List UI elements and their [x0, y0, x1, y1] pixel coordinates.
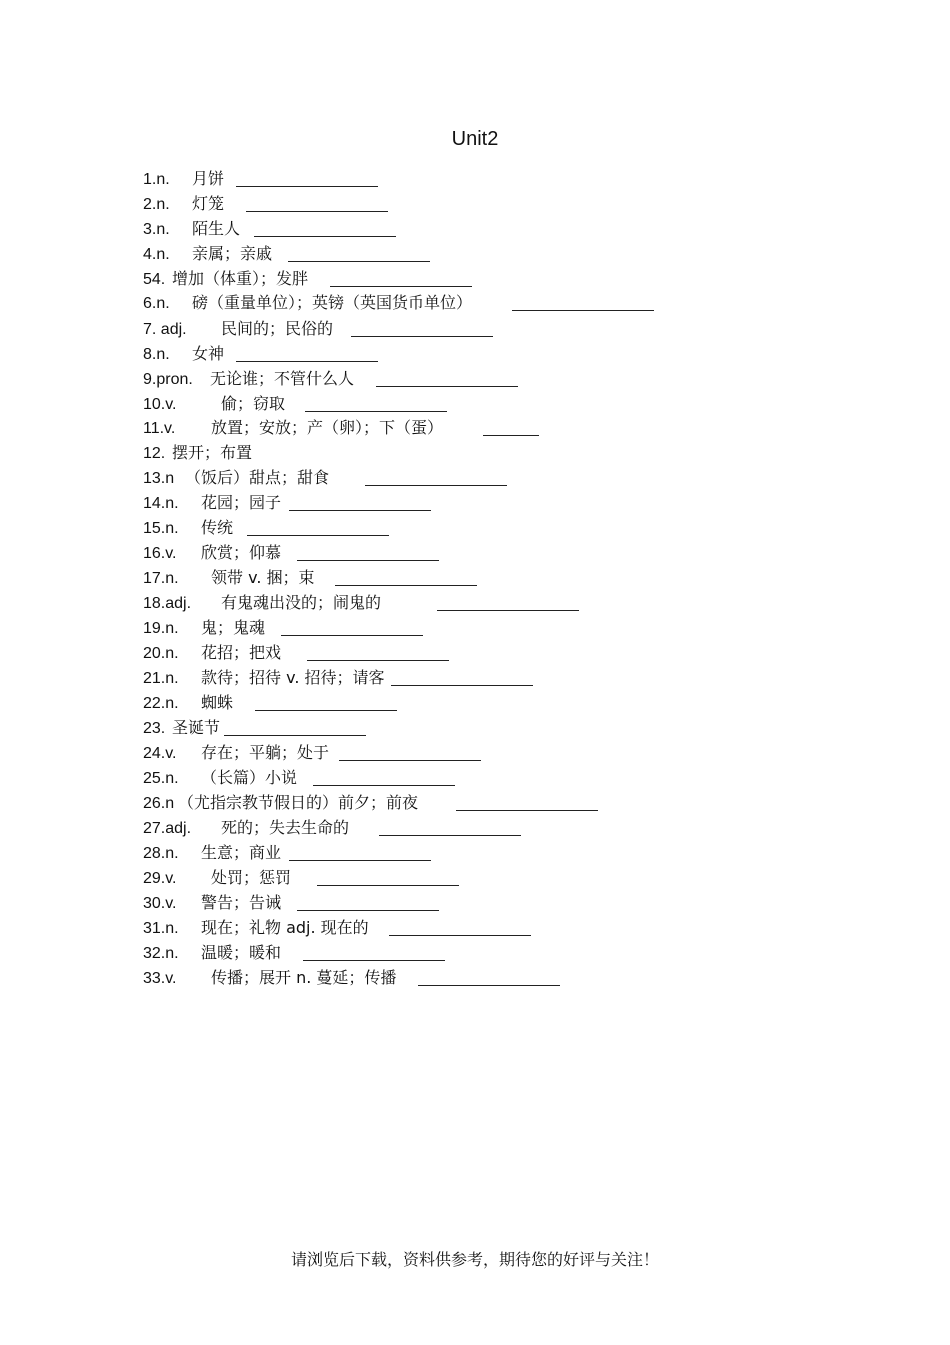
item-definition: 存在；平躺；处于 — [201, 743, 330, 762]
list-item — [143, 692, 397, 715]
item-definition: 花招；把戏 — [201, 643, 282, 662]
item-number: 32.n. — [143, 945, 179, 962]
list-item — [143, 417, 539, 440]
answer-blank[interactable] — [224, 734, 366, 736]
item-definition: 花园；园子 — [201, 493, 282, 512]
answer-blank[interactable] — [303, 959, 445, 961]
item-number: 28.n. — [143, 845, 179, 862]
answer-blank[interactable] — [247, 534, 389, 536]
answer-blank[interactable] — [317, 884, 459, 886]
item-number: 2.n. — [143, 196, 170, 213]
answer-blank[interactable] — [236, 185, 378, 187]
item-definition: 现在；礼物 adj. 现在的 — [201, 918, 369, 937]
item-number: 29.v. — [143, 870, 177, 887]
list-item — [143, 218, 396, 241]
item-definition: 摆开；布置 — [172, 443, 253, 462]
answer-blank[interactable] — [339, 759, 481, 761]
answer-blank[interactable] — [379, 834, 521, 836]
item-definition: 鬼；鬼魂 — [201, 618, 266, 637]
item-number: 16.v. — [143, 545, 177, 562]
answer-blank[interactable] — [335, 584, 477, 586]
item-definition: 有鬼魂出没的；闹鬼的 — [221, 593, 382, 612]
list-item — [143, 717, 366, 740]
list-item — [143, 967, 560, 990]
list-item — [143, 542, 439, 565]
item-number: 17.n. — [143, 570, 179, 587]
list-item — [143, 892, 439, 915]
item-definition: 增加（体重）；发胖 — [172, 269, 309, 288]
item-number: 54. — [143, 271, 166, 288]
item-definition: 灯笼 — [192, 194, 225, 213]
answer-blank[interactable] — [307, 659, 449, 661]
list-item — [143, 517, 389, 540]
item-definition: 放置；安放；产（卵）；下（蛋） — [211, 418, 444, 437]
item-number: 11.v. — [143, 420, 176, 437]
item-definition: 警告；告诫 — [201, 893, 282, 912]
item-definition: 款待；招待 v. 招待；请客 — [201, 668, 385, 687]
item-definition: 处罚；惩罚 — [211, 868, 292, 887]
answer-blank[interactable] — [512, 309, 654, 311]
item-number: 4.n. — [143, 246, 170, 263]
item-number: 6.n. — [143, 295, 170, 312]
list-item — [143, 667, 533, 690]
item-number: 24.v. — [143, 745, 177, 762]
list-item — [143, 842, 431, 865]
list-item — [143, 867, 459, 890]
item-definition: （尤指宗教节假日的）前夕；前夜 — [178, 793, 419, 812]
list-item — [143, 268, 472, 291]
item-number: 9.pron. — [143, 371, 193, 388]
list-item — [143, 617, 423, 640]
answer-blank[interactable] — [246, 210, 388, 212]
item-definition: （饭后）甜点；甜食 — [185, 468, 330, 487]
item-number: 27.adj. — [143, 820, 192, 837]
list-item — [143, 642, 449, 665]
answer-blank[interactable] — [289, 859, 431, 861]
list-item — [143, 243, 430, 266]
page-title: Unit2 — [451, 128, 499, 150]
answer-blank[interactable] — [255, 709, 397, 711]
item-number: 14.n. — [143, 495, 179, 512]
list-item — [143, 767, 455, 790]
answer-blank[interactable] — [281, 634, 423, 636]
list-item — [143, 742, 481, 765]
list-item — [143, 368, 518, 391]
item-number: 3.n. — [143, 221, 170, 238]
item-definition: 领带 v. 捆；束 — [211, 568, 315, 587]
item-number: 26.n — [143, 795, 175, 812]
item-definition: 蜘蛛 — [201, 693, 234, 712]
answer-blank[interactable] — [330, 285, 472, 287]
answer-blank[interactable] — [236, 360, 378, 362]
answer-blank[interactable] — [389, 934, 531, 936]
item-definition: 女神 — [192, 344, 225, 363]
item-definition: 陌生人 — [192, 219, 241, 238]
list-item — [143, 917, 531, 940]
list-item — [143, 567, 477, 590]
item-number: 10.v. — [143, 396, 177, 413]
item-definition: 死的；失去生命的 — [221, 818, 350, 837]
item-definition: 温暖；暖和 — [201, 943, 282, 962]
item-definition: 传播；展开 n. 蔓延；传播 — [211, 968, 397, 987]
item-definition: 月饼 — [192, 169, 225, 188]
item-number: 19.n. — [143, 620, 179, 637]
answer-blank[interactable] — [313, 784, 455, 786]
item-definition: 民间的；民俗的 — [221, 319, 334, 338]
list-item — [143, 442, 252, 465]
item-number: 12. — [143, 445, 166, 462]
answer-blank[interactable] — [289, 509, 431, 511]
list-item — [143, 792, 598, 815]
list-item — [143, 292, 654, 315]
item-number: 15.n. — [143, 520, 179, 537]
answer-blank[interactable] — [376, 385, 518, 387]
list-item — [143, 817, 521, 840]
answer-blank[interactable] — [288, 260, 430, 262]
item-definition: 磅（重量单位）；英镑（英国货币单位） — [192, 293, 473, 312]
item-definition: 生意；商业 — [201, 843, 282, 862]
item-number: 13.n — [143, 470, 175, 487]
item-number: 31.n. — [143, 920, 179, 937]
list-item — [143, 942, 445, 965]
item-number: 18.adj. — [143, 595, 192, 612]
answer-blank[interactable] — [297, 559, 439, 561]
answer-blank[interactable] — [437, 609, 579, 611]
list-item — [143, 168, 378, 191]
item-number: 7. adj. — [143, 321, 187, 338]
item-number: 22.n. — [143, 695, 179, 712]
item-definition: 偷；窃取 — [221, 394, 286, 413]
item-number: 8.n. — [143, 346, 170, 363]
item-number: 23. — [143, 720, 166, 737]
list-item — [143, 467, 507, 490]
answer-blank[interactable] — [483, 434, 539, 436]
answer-blank[interactable] — [456, 809, 598, 811]
answer-blank[interactable] — [351, 335, 493, 337]
item-number: 1.n. — [143, 171, 170, 188]
footer-note: 请浏览后下载，资料供参考，期待您的好评与关注！ — [290, 1250, 659, 1269]
list-item — [143, 492, 431, 515]
answer-blank[interactable] — [254, 235, 396, 237]
list-item — [143, 318, 493, 341]
list-item — [143, 592, 579, 615]
item-number: 30.v. — [143, 895, 177, 912]
item-definition: 无论谁；不管什么人 — [210, 369, 355, 388]
list-item — [143, 343, 378, 366]
list-item — [143, 393, 447, 416]
item-definition: 亲属；亲戚 — [192, 244, 273, 263]
list-item — [143, 193, 388, 216]
item-definition: （长篇）小说 — [201, 768, 298, 787]
item-definition: 传统 — [201, 518, 234, 537]
item-number: 20.n. — [143, 645, 179, 662]
item-definition: 欣赏；仰慕 — [201, 543, 282, 562]
item-definition: 圣诞节 — [172, 718, 221, 737]
answer-blank[interactable] — [391, 684, 533, 686]
item-number: 25.n. — [143, 770, 179, 787]
item-number: 33.v. — [143, 970, 177, 987]
answer-blank[interactable] — [418, 984, 560, 986]
answer-blank[interactable] — [297, 909, 439, 911]
answer-blank[interactable] — [365, 484, 507, 486]
answer-blank[interactable] — [305, 410, 447, 412]
item-number: 21.n. — [143, 670, 179, 687]
